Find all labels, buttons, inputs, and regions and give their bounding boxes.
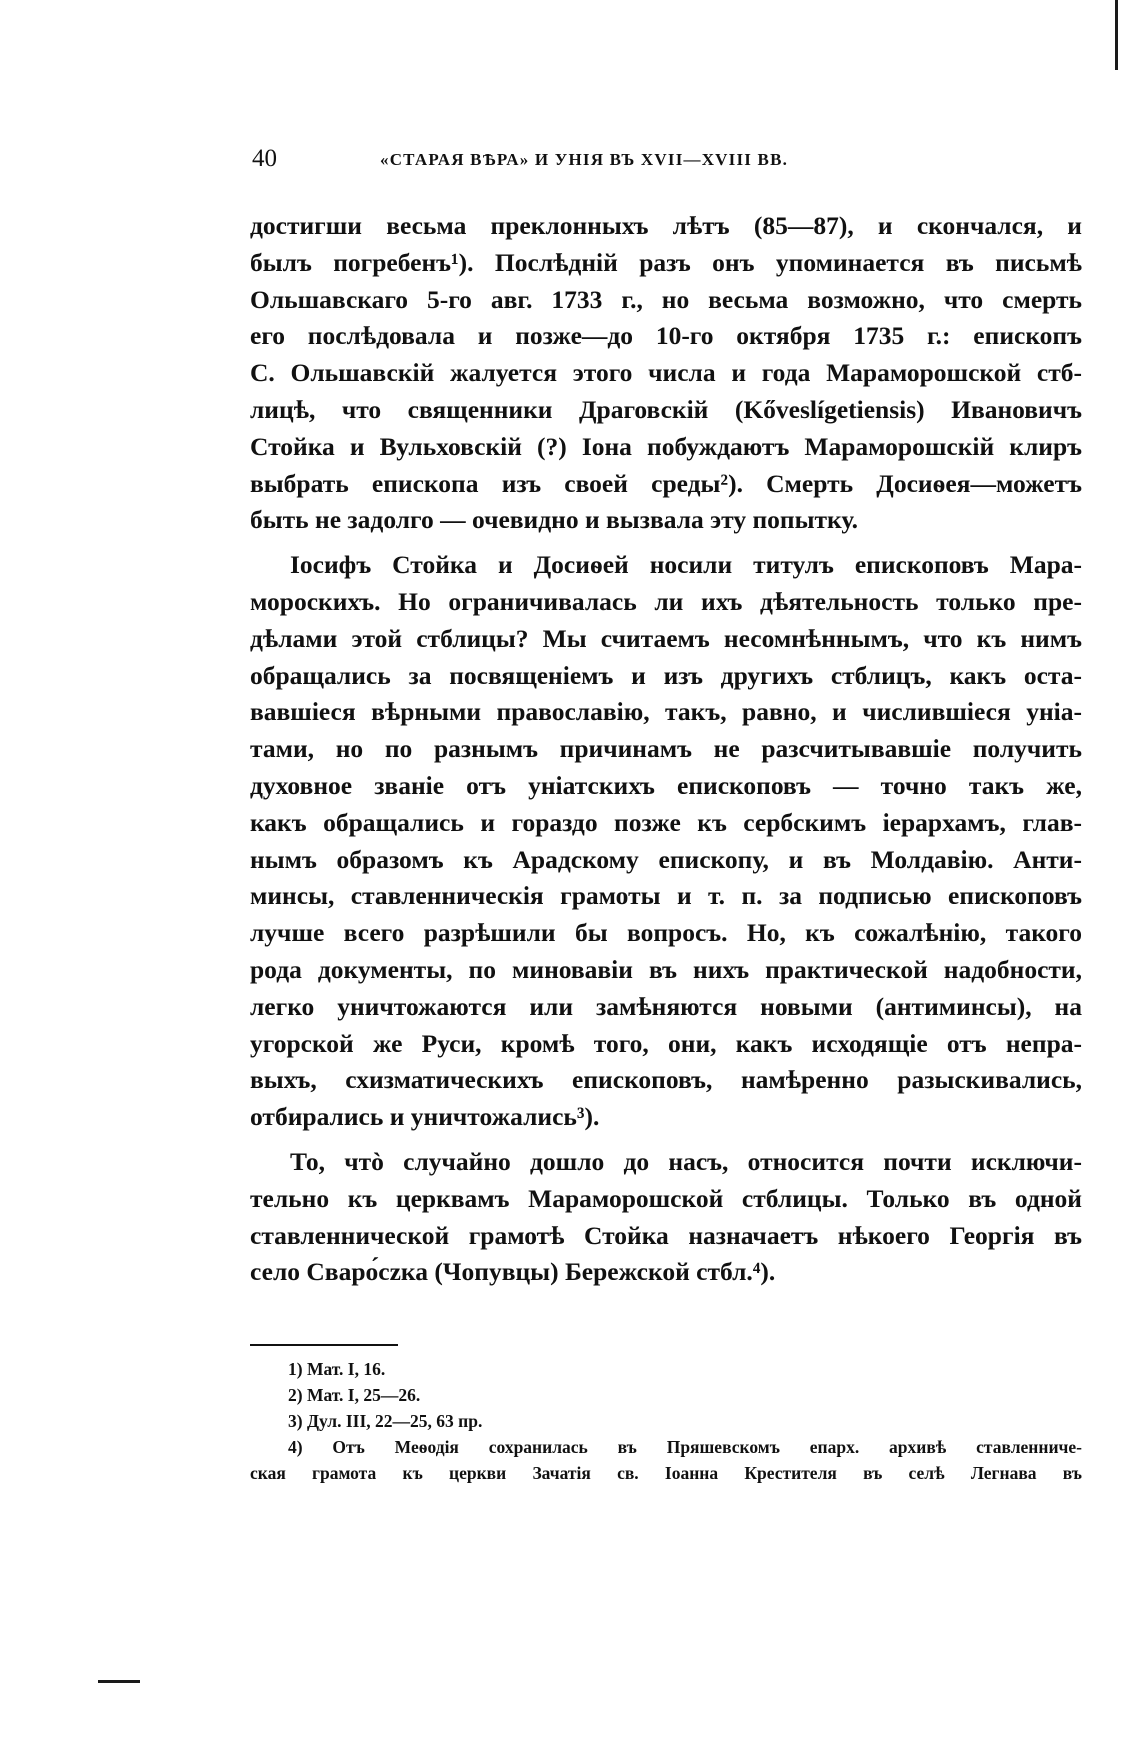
text-line: лицѣ, что священники Драговскій (Kőveslígetiensis) Ивановичъ xyxy=(250,394,1082,424)
paragraph-1 xyxy=(250,208,1082,539)
page-edge-line xyxy=(1115,0,1118,70)
margin-mark xyxy=(98,1680,140,1683)
text-line: духовное званіе отъ уніатскихъ епископовъ — точно такъ же, xyxy=(250,770,1082,800)
text-line: дѣлами этой стблицы? Мы считаемъ несомнѣннымъ, что къ нимъ xyxy=(250,623,1082,653)
text-line: выхъ, схизматическихъ епископовъ, намѣренно разыскивались, xyxy=(250,1065,1082,1095)
text-line: отбирались и уничтожались³). xyxy=(250,1102,600,1132)
running-title: «СТАРАЯ ВѢРА» И УНІЯ ВЪ XVII—XVIII ВВ. xyxy=(380,150,789,169)
text-line: былъ погребенъ¹). Послѣдній разъ онъ упоминается въ письмѣ xyxy=(250,247,1082,277)
text-line: лучше всего разрѣшили бы вопросъ. Но, къ сожалѣнію, такого xyxy=(250,918,1082,948)
text-line: Ольшавскаго 5-го авг. 1733 г., но весьма возможно, что смерть xyxy=(250,284,1082,314)
text-line: вавшіеся вѣрными православію, такъ, равно, и числившіеся унiа- xyxy=(250,697,1082,727)
text-line: село Сваро́сzка (Чопувцы) Бережской стбл.⁴). xyxy=(250,1257,776,1287)
text-line: нымъ образомъ къ Арадскому епископу, и въ Молдавію. Анти- xyxy=(250,844,1082,874)
text-line: Іосифъ Стойка и Досиѳей носили титулъ епископовъ Мара- xyxy=(290,550,1082,580)
text-line: его послѣдовала и позже—до 10-го октября 1735 г.: епископъ xyxy=(250,321,1082,351)
text-line: минсы, ставленническія грамоты и т. п. за подписью епископовъ xyxy=(250,881,1082,911)
text-line: выбрать епископа изъ своей среды²). Смерть Досиѳея—можетъ xyxy=(250,468,1082,498)
footnotes xyxy=(250,1356,1082,1486)
footnote-2: 2) Мат. I, 25—26. xyxy=(288,1385,421,1405)
paragraph-3 xyxy=(250,1144,1082,1291)
text-line: С. Ольшавскій жалуется этого числа и года Мараморошской стб- xyxy=(250,358,1082,388)
paragraph-2 xyxy=(250,547,1082,1136)
text-line: тами, но по разнымъ причинамъ не разсчитывавшіе получить xyxy=(250,734,1082,764)
text-line: угорской же Руси, кромѣ того, они, какъ исходящіе отъ непра- xyxy=(250,1028,1082,1058)
footnote-3: 3) Дул. III, 22—25, 63 пр. xyxy=(288,1411,483,1431)
page-header xyxy=(252,145,1082,185)
body-text xyxy=(250,208,1082,1291)
text-line: То, чтò случайно дошло до насъ, относится почти исключи- xyxy=(290,1146,1082,1176)
footnote-4-continuation: ская грамота къ церкви Зачатія св. Іоанна Крестителя въ селѣ Легнава въ xyxy=(250,1463,1082,1483)
text-line: ставленнической грамотѣ Стойка назначаетъ нѣкоего Георгія въ xyxy=(250,1220,1082,1250)
text-line: какъ обращались и гораздо позже къ сербскимъ іерархамъ, глав- xyxy=(250,807,1082,837)
footnote-4: 4) Отъ Меѳодія сохранилась въ Пряшевскомъ епарх. архивѣ ставленниче- xyxy=(288,1437,1082,1457)
page-number: 40 xyxy=(252,145,277,172)
text-line: легко уничтожаются или замѣняются новыми (антиминсы), на xyxy=(250,991,1082,1021)
text-line: Стойка и Вульховскій (?) Іона побуждаютъ Мараморошскій клиръ xyxy=(250,431,1082,461)
text-line: рода документы, по миновавіи въ нихъ практической надобности, xyxy=(250,954,1082,984)
text-line: тельно къ церквамъ Мараморошской стблицы. Только въ одной xyxy=(250,1183,1082,1213)
text-line: быть не задолго — очевидно и вызвала эту попытку. xyxy=(250,505,858,535)
text-line: достигши весьма преклонныхъ лѣтъ (85—87), и скончался, и xyxy=(250,211,1082,240)
text-line: мороскихъ. Но ограничивалась ли ихъ дѣятельность только пре- xyxy=(250,586,1082,616)
text-line: обращались за посвященіемъ и изъ другихъ стблицъ, какъ оста- xyxy=(250,660,1082,690)
footnote-1: 1) Мат. I, 16. xyxy=(288,1359,386,1379)
footnote-separator xyxy=(250,1344,398,1346)
